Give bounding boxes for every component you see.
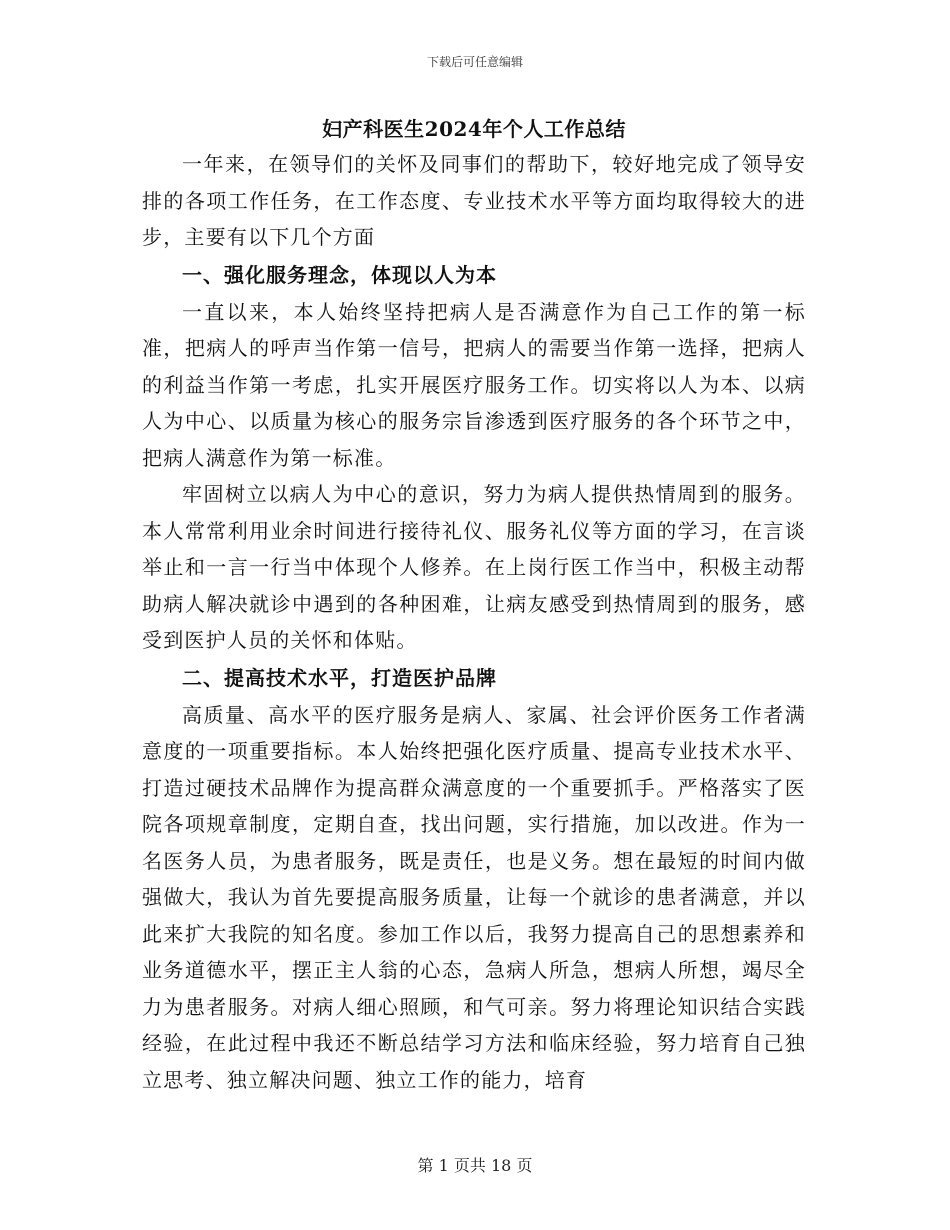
section1-paragraph-1: 一直以来，本人始终坚持把病人是否满意作为自己工作的第一标准，把病人的呼声当作第一信号，把病人的需要当作第一选择，把病人的利益当作第一考虑，扎实开展医疗服务工作。切实将以人为本、以病人为中心、以质量为核心的服务宗旨渗透到医疗服务的各个环节之中，把病人满意作为第一标准。 bbox=[142, 299, 806, 470]
document-title: 妇产科医生2024年个人工作总结 bbox=[322, 117, 626, 141]
intro-paragraph: 一年来，在领导们的关怀及同事们的帮助下，较好地完成了领导安排的各项工作任务，在工作态度、专业技术水平等方面均取得较大的进步，主要有以下几个方面 bbox=[142, 152, 806, 249]
document-body bbox=[142, 112, 806, 1098]
section-heading-1: 一、强化服务理念，体现以人为本 bbox=[182, 262, 497, 287]
section1-paragraph-2: 牢固树立以病人为中心的意识，努力为病人提供热情周到的服务。本人常常利用业余时间进行接待礼仪、服务礼仪等方面的学习，在言谈举止和一言一行当中体现个人修养。在上岗行医工作当中，积极主动帮助病人解决就诊中遇到的各种困难，让病友感受到热情周到的服务，感受到医护人员的关怀和体贴。 bbox=[142, 482, 806, 652]
page-header: 下载后可任意编辑 bbox=[426, 55, 523, 69]
section2-paragraph-1: 高质量、高水平的医疗服务是病人、家属、社会评价医务工作者满意度的一项重要指标。本人始终把强化医疗质量、提高专业技术水平、打造过硬技术品牌作为提高群众满意度的一个重要抓手。严格落实了医院各项规章制度，定期自查，找出问题，实行措施，加以改进。作为一名医务人员，为患者服务，既是责任，也是义务。想在最短的时间内做强做大，我认为首先要提高服务质量，让每一个就诊的患者满意，并以此来扩大我院的知名度。参加工作以后，我努力提高自己的思想素养和业务道德水平，摆正主人翁的心态，急病人所急，想病人所想，竭尽全力为患者服务。对病人细心照顾，和气可亲。努力将理论知识结合实践经验，在此过程中我还不断总结学习方法和临床经验，努力培育自己独立思考、独立解决问题、独立工作的能力，培育 bbox=[142, 702, 806, 1092]
page-number-footer: 第 1 页共 18 页 bbox=[417, 1156, 533, 1175]
section-heading-2: 二、提高技术水平，打造医护品牌 bbox=[182, 665, 497, 690]
